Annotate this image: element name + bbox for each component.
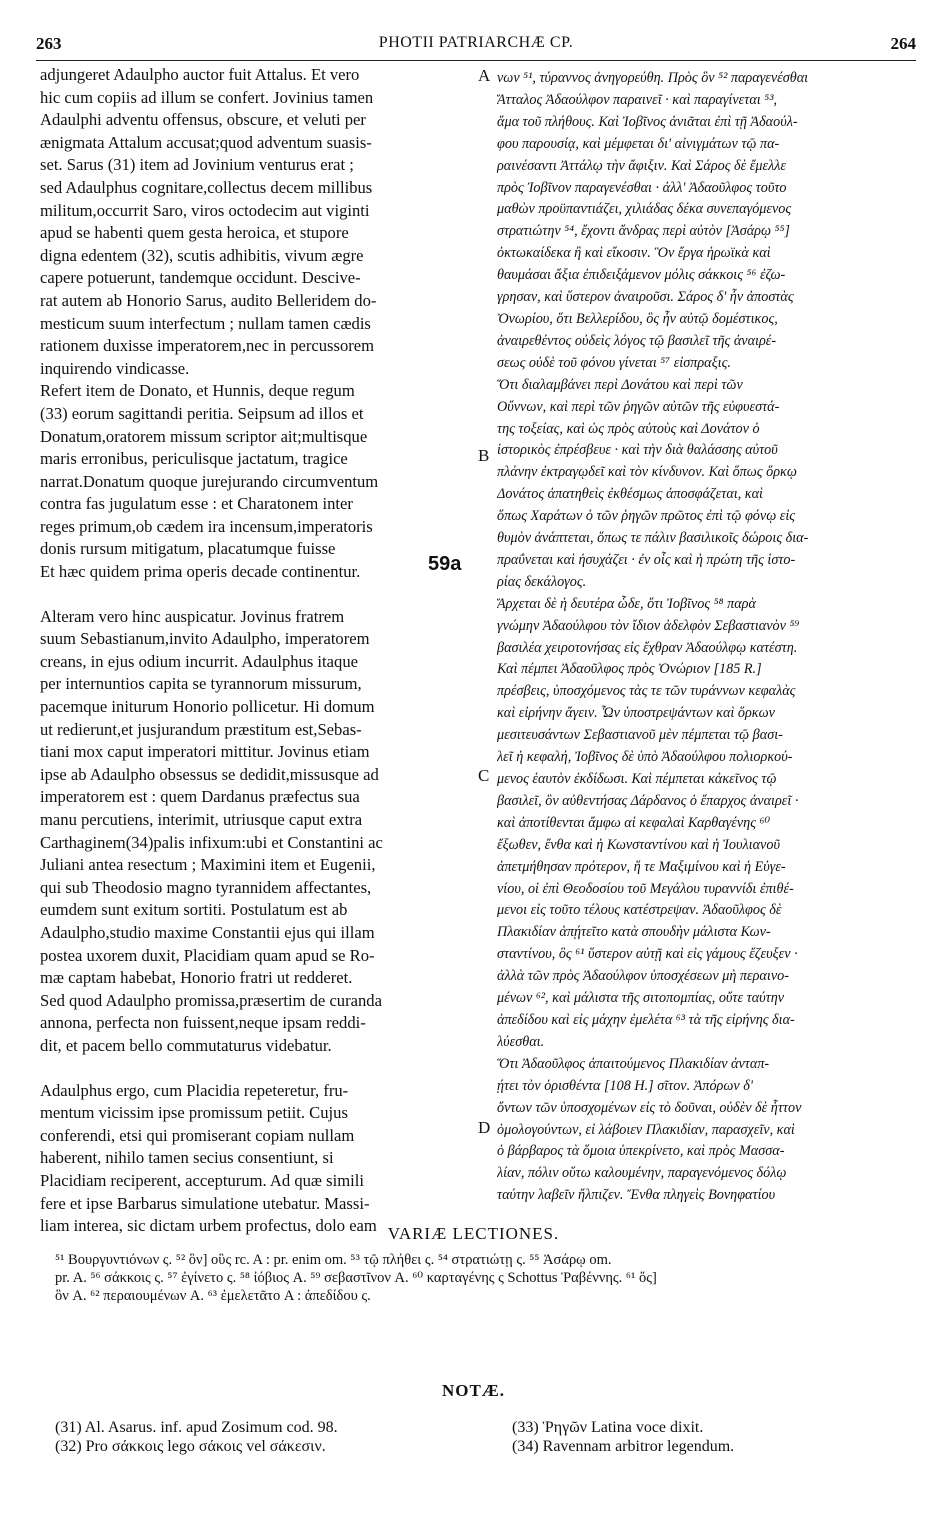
greek-text-line: της τοξείας, καὶ ὡς πρὸς αὐτοὺς καὶ Δονάτον ὁ: [497, 420, 760, 437]
greek-text-line: καὶ ἀποτίθενται ἄμφω αἱ κεφαλαὶ Καρθαγένης ⁶⁰: [497, 814, 771, 831]
greek-text-line: μεσιτευσάντων Σεβαστιανοῦ μὲν πέμπεται τῷ βασι-: [497, 727, 783, 744]
greek-text-line: ἀλλὰ τῶν πρὸς Ἀδαούλφον ὑποσχέσεων μὴ περαινο-: [497, 968, 789, 985]
greek-text-line: ὄντων τῶν ὑποσχομένων εἰς τὸ δοῦναι, οὐδὲν δὲ ἧττον: [497, 1099, 802, 1116]
latin-text-line: reges primum,ob cædem ira incensum,imperatoris: [40, 516, 373, 536]
greek-text-line: Ἄρχεται δὲ ἡ δευτέρα ὧδε, ὅτι Ἰοβῖνος ⁵⁸ παρὰ: [497, 595, 756, 612]
greek-text-line: ῄτει τὸν ὁρισθέντα [108 H.] σῖτον. Ἀπόρων δ': [497, 1077, 753, 1094]
greek-text-line: πρέσβεις, ὑποσχόμενος τὰς τε τῶν τυράννων κεφαλὰς: [497, 683, 796, 700]
latin-text-line: suum Sebastianum,invito Adaulpho, imperatorem: [40, 629, 370, 649]
greek-text-line: θυμὸν ἀνάπτεται, ὅπως τε πάλιν βασιλικοῖς δώροις δια-: [497, 530, 809, 547]
greek-text-line: πρὸς Ἰοβῖνον παραγενέσθαι · ἀλλ' Ἀδαοῦλφος τοῦτο: [497, 179, 787, 196]
latin-text-line: mæ captam habebat, Honorio fratri ut redderet.: [40, 968, 353, 988]
latin-text-line: haberent, nihilo tamen secius consentiunt, si: [40, 1148, 334, 1168]
greek-text-line: ἀπετμήθησαν πρότερον, ἥ τε Μαξιμίνου καὶ ἡ Εὐγε-: [497, 858, 786, 875]
greek-text-line: Ὀνωρίου, ὅτι Βελλερίδου, ὃς ἦν αὐτῷ δομέστικος,: [497, 310, 778, 327]
latin-text-line: manu percutiens, interimit, utriusque caput extra: [40, 810, 363, 829]
latin-text-line: postea uxorem duxit, Placidiam quam apud se Ro-: [40, 945, 375, 965]
greek-text-line: λύεσθαι.: [497, 1033, 545, 1050]
latin-text-line: Donatum,oratorem missum scriptor ait;multisque: [40, 426, 368, 446]
greek-text-line: βασιλέα χειροτονήσας εἰς ἔχθραν Ἀδαούλφῳ κατέστη.: [497, 639, 798, 656]
greek-text-line: Ὅτι Ἀδαοῦλφος ἀπαιτούμενος Πλακιδίαν ἀνταπ-: [497, 1055, 770, 1072]
greek-text-line: ἱστορικὸς ἐπρέσβευε · καὶ τὴν διὰ θαλάσσης αὐτοῦ: [497, 442, 778, 459]
note-line: (34) Ravennam arbitror legendum.: [512, 1438, 735, 1455]
greek-text-line: μαθὼν προϋπαντιάζει, χιλιάδας δέκα συνεπαγόμενος: [497, 201, 792, 218]
greek-text-line: ὁ βάρβαρος τὰ ὅμοια ὑπεκρίνετο, καὶ πρὸς Μασσα-: [497, 1143, 785, 1160]
latin-text-line: Adaulphi adventu offensus, obscure, et veluti per: [40, 110, 366, 130]
notes-left-column: [55, 1418, 495, 1456]
latin-text-line: militum,occurrit Saro, viros octodecim aut viginti: [40, 200, 370, 220]
greek-text-line: ἅμα τοῦ πλήθους. Καὶ Ἰοβῖνος ἀνιᾶται ἐπὶ τῇ Ἀδαούλ-: [497, 113, 798, 130]
latin-text-line: Carthaginem(34)palis infixum:ubi et Constantini ac: [40, 832, 383, 852]
latin-text-line: imperatorem est : quem Dardanus præfectus sua: [40, 787, 360, 807]
greek-text-line: φου παρουσίᾳ, καὶ μέμφεται δι' αἰνιγμάτων τῷ πα-: [497, 135, 780, 152]
greek-text-line: στρατιώτην ⁵⁴, ἔχοντι ἄνδρας περὶ αὐτὸν [Ἀσάρῳ ⁵⁵]: [497, 223, 790, 240]
greek-text-line: Ὅτι διαλαμβάνει περὶ Δονάτου καὶ περὶ τῶν: [497, 376, 743, 393]
folio-marker: 59a: [428, 553, 462, 575]
latin-text-line: creans, in ejus odium incurrit. Adaulphus itaque: [40, 651, 358, 671]
greek-text-line: ρίας δεκάλογος.: [497, 573, 587, 590]
greek-text-line: Πλακιδίαν ἀπῄτεῖτο κατὰ σπουδὴν μάλιστα Κων-: [497, 924, 771, 941]
greek-text-line: γρησαν, καὶ ὕστερον ἀναιροῦσι. Σάρος δ' ἦν ἀποστὰς: [497, 289, 794, 306]
latin-text-line: narrat.Donatum quoque jurejurando circumventum: [40, 471, 379, 491]
variant-reading-line: ⁵¹ Βουργυντιόνων ς. ⁵² ὃν] οὓς rc. A : pr. enim om. ⁵³ τῷ πλήθει ς. ⁵⁴ στρατιώτῃ ς. ⁵⁵ Ἀσάρῳ om.: [55, 1252, 612, 1268]
paragraph-gap: [40, 584, 470, 606]
latin-column: [40, 64, 470, 1238]
latin-text-line: liam interea, sic dictam urbem profectus, dolo eam: [40, 1216, 377, 1236]
latin-text-line: ænigmata Attalum accusat;quod adventum suasis-: [40, 132, 372, 152]
latin-text-line: hic cum copiis ad illum se confert. Jovinius tamen: [40, 87, 374, 107]
greek-text-line: ταύτην λαβεῖν ἤλπιζεν. Ἔνθα πληγεὶς Βονηφατίου: [497, 1187, 776, 1204]
paragraph-gap: [40, 1058, 470, 1080]
latin-text-line: pacemque initurum Honorio pollicetur. Hi domum: [40, 697, 375, 717]
page-header: [36, 34, 916, 58]
latin-text-line: maris erronibus, periculisque jactatum, tragice: [40, 449, 348, 469]
variant-reading-line: ὃν A. ⁶² περαιουμένων A. ⁶³ ἐμελετᾶτο A : ἀπεδίδου ς.: [55, 1288, 371, 1304]
latin-text-line: apud se habenti quem gesta heroica, et stupore: [40, 223, 349, 243]
greek-text-line: ὅπως Χαράτων ὁ τῶν ῥηγῶν πρῶτος ἐπὶ τῷ φόνῳ εἰς: [497, 508, 796, 525]
greek-text-line: μενος ἑαυτὸν ἐκδίδωσι. Καὶ πέμπεται κἀκεῖνος τῷ: [497, 771, 777, 787]
greek-text-line: λίαν, πόλιν οὕτω καλουμένην, παραγενόμενος δόλῳ: [497, 1165, 787, 1182]
greek-text-line: Δονάτος ἀπατηθεὶς ἐκθέσμως ἀποσφάζεται, καὶ: [497, 486, 763, 503]
page-number-left: 263: [36, 34, 62, 53]
latin-text-line: Alteram vero hinc auspicatur. Jovinus fratrem: [40, 606, 345, 626]
note-line: (33) Ῥηγῶν Latina voce dixit.: [512, 1419, 704, 1436]
greek-column: [497, 68, 917, 1207]
latin-text-line: qui sub Theodosio magno tyrannidem affectantes,: [40, 877, 372, 897]
greek-text-line: Καὶ πέμπει Ἀδαοῦλφος πρὸς Ὀνώριον [185 R.]: [497, 661, 762, 678]
greek-text-line: ὀκτωκαίδεκα ἢ καὶ εἴκοσιν. Ὃν ἔργα ἡρωϊκὰ καὶ: [497, 245, 771, 262]
latin-text-line: digna edentem (32), scutis adhibitis, vivum ægre: [40, 245, 364, 265]
latin-text-line: conferendi, etsi qui promiserant copiam nullam: [40, 1125, 355, 1145]
latin-text-line: fere et ipse Barbarus simulatione utebatur. Massi-: [40, 1193, 370, 1213]
greek-text-line: ἀπεδίδου καὶ εἰς μάχην ἐμελέτα ⁶³ τὰ τῆς εἰρήνης δια-: [497, 1011, 795, 1028]
notes-right-column: [512, 1418, 932, 1456]
greek-text-line: βασιλεῖ, ὃν αὐθεντήσας Δάρδανος ὁ ἔπαρχος ἀναιρεῖ ·: [497, 792, 799, 809]
greek-text-line: θαυμάσαι ἄξια ἐπιδειξάμενον μόλις σάκκοις ⁵⁶ ἐζω-: [497, 267, 786, 284]
latin-text-line: rat autem ab Honorio Sarus, audito Belleridem do-: [40, 290, 377, 310]
greek-text-line: ραινέσαντι Ἀττάλῳ τὴν ἄφιξιν. Καὶ Σάρος δὲ ἔμελλε: [497, 157, 786, 174]
latin-text-line: set. Sarus (31) item ad Jovinium venturus erat ;: [40, 155, 354, 175]
greek-text-line: Οὔννων, καὶ περὶ τῶν ῥηγῶν αὐτῶν τῆς εὐφυεστά-: [497, 398, 780, 415]
running-title: PHOTII PATRIARCHÆ CP.: [378, 34, 574, 51]
latin-text-line: sed Adaulphus cognitare,collectus decem millibus: [40, 177, 373, 197]
greek-text-line: ἀναιρεθέντος οὐδεὶς λόγος τῷ βασιλεῖ τῆς ἀναιρέ-: [497, 332, 777, 349]
page-number-right: 264: [890, 34, 916, 53]
greek-text-line: πραΰνεται καὶ ἡσυχάζει · ἐν οἷς καὶ ἡ πρώτη τῆς ἱστο-: [497, 551, 796, 568]
variant-reading-line: pr. A. ⁵⁶ σάκκοις ς. ⁵⁷ ἐγίνετο ς. ⁵⁸ ἰόβιος A. ⁵⁹ σεβαστῖνον A. ⁶⁰ καρταγένης ς Schottus Ῥαβέννης. ⁶¹ ὅς]: [55, 1270, 657, 1286]
note-line: (32) Pro σάκκοις lego σάκοις vel σάκεσιν.: [55, 1438, 326, 1455]
latin-text-line: tiani mox caput imperatori mittitur. Jovinus etiam: [40, 742, 370, 762]
latin-text-line: (33) eorum sagittandi peritia. Seipsum ad illos et: [40, 403, 364, 423]
latin-text-line: Refert item de Donato, et Hunnis, deque regum: [40, 381, 355, 401]
latin-text-line: Et hæc quidem prima operis decade continentur.: [40, 562, 361, 582]
latin-text-line: Sed quod Adaulpho promissa,præsertim de curanda: [40, 990, 382, 1010]
variae-heading: VARIÆ LECTIONES.: [387, 1224, 560, 1243]
latin-text-line: contra fas jugulatum esse : et Charatonem inter: [40, 494, 353, 514]
latin-text-line: mesticum suum interfectum ; nullam tamen cædis: [40, 313, 371, 333]
latin-text-line: rationem duxisse imperatorem,nec in percussorem: [40, 336, 375, 356]
greek-text-line: ὁμολογούντων, εἰ λάβοιεν Πλακιδίαν, παρασχεῖν, καὶ: [497, 1121, 795, 1138]
latin-text-line: inquirendo vindicasse.: [40, 358, 190, 378]
latin-text-line: per internuntios capita se tyrannorum missurum,: [40, 674, 362, 694]
greek-text-line: Ἄτταλος Ἀδαούλφον παραινεῖ · καὶ παραγίνεται ⁵³,: [497, 91, 778, 108]
notae-heading: NOTÆ.: [441, 1381, 506, 1400]
latin-text-line: capere potuerunt, tandemque occidunt. Descive-: [40, 268, 361, 288]
greek-text-line: γνώμην Ἀδαούλφου τὸν ἴδιον ἀδελφὸν Σεβαστιανὸν ⁵⁹: [497, 617, 800, 634]
latin-text-line: mentum vicissim ipse promissum petiit. Cujus: [40, 1103, 348, 1123]
latin-text-line: dit, et pacem bello commutaturus videbatur.: [40, 1035, 332, 1055]
greek-text-line: νίου, οἱ ἐπὶ Θεοδοσίου τοῦ Μεγάλου τυραννίδι ἐπιθέ-: [497, 880, 794, 897]
greek-text-line: μενοι εἰς τοῦτο τέλους κατέστρεψαν. Ἀδαοῦλφος δὲ: [497, 902, 782, 919]
greek-text-line: σεως οὐδὲ τοῦ φόνου γίνεται ⁵⁷ εἰσπραξις.: [497, 354, 731, 371]
latin-text-line: eumdem sunt exitum sortiti. Postulatum est ab: [40, 900, 348, 920]
margin-marker-d: D: [478, 1118, 491, 1137]
latin-text-line: donis rursum mitigatum, placatumque fuisse: [40, 539, 336, 559]
greek-text-line: λεῖ ἡ κεφαλή, Ἰοβῖνος δὲ ὑπὸ Ἀδαούλφου πολιορκού-: [497, 749, 793, 766]
latin-text-line: Adaulpho,studio maxime Constantii ejus qui illam: [40, 922, 375, 942]
margin-marker-a: A: [478, 66, 491, 85]
latin-text-line: Adaulphus ergo, cum Placidia repeteretur, fru-: [40, 1080, 349, 1100]
greek-text-line: καὶ εἰρήνην ἄγειν. Ὧν ὑποστρεψάντων καὶ ὅρκων: [497, 705, 775, 722]
latin-text-line: Placidiam reciperent, accepturum. Ad quæ simili: [40, 1170, 364, 1190]
greek-text-line: σταντίνου, ὃς ⁶¹ ὕστερον αὐτῇ καὶ εἰς γάμους ἔζευξεν ·: [497, 946, 798, 963]
greek-text-line: νων ⁵¹, τύραννος ἀνηγορεύθη. Πρὸς ὃν ⁵² παραγενέσθαι: [497, 70, 809, 86]
margin-marker-b: B: [478, 446, 490, 465]
latin-text-line: adjungeret Adaulpho auctor fuit Attalus. Et vero: [40, 65, 360, 84]
variae-lectiones: [55, 1251, 915, 1305]
greek-text-line: πλάνην ἐκτραγῳδεῖ καὶ τὸν κίνδυνον. Καὶ ὅπως ὅρκῳ: [497, 464, 797, 481]
latin-text-line: annona, perfecta non fuissent,neque ipsam reddi-: [40, 1013, 366, 1033]
note-line: (31) Al. Asarus. inf. apud Zosimum cod. 98.: [55, 1419, 338, 1436]
header-rule: [36, 60, 916, 61]
greek-text-line: ἔξωθεν, ἔνθα καὶ ἡ Κωνσταντίνου καὶ ἡ Ἰουλιανοῦ: [497, 836, 780, 853]
latin-text-line: Juliani antea resectum ; Maximini item et Eugenii,: [40, 855, 376, 875]
margin-marker-c: C: [478, 766, 490, 785]
latin-text-line: ipse ab Adaulpho obsessus se dedidit,missusque ad: [40, 764, 379, 784]
greek-text-line: μένων ⁶², καὶ μάλιστα τῆς σιτοπομπίας, οὔτε ταύτην: [497, 990, 785, 1007]
latin-text-line: ut redierunt,et jusjurandum præstitum est,Sebas-: [40, 719, 362, 739]
